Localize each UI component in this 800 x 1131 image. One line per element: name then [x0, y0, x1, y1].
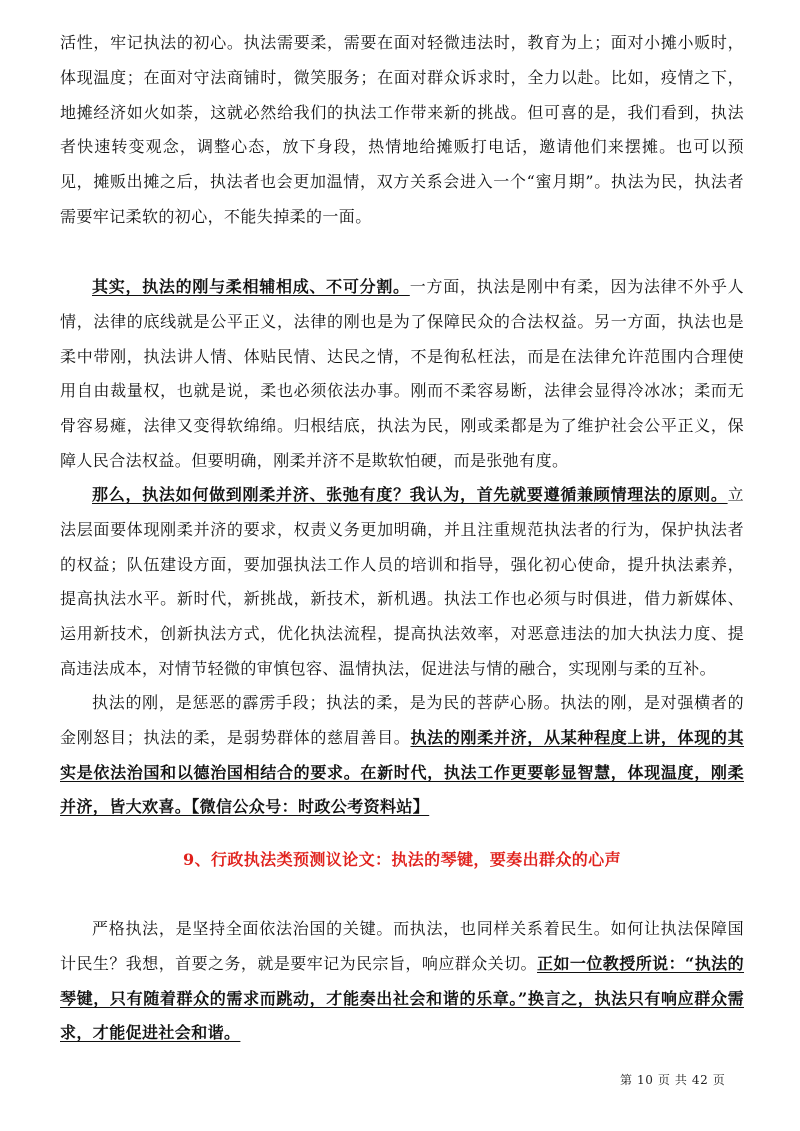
page-number-footer: 第 10 页 共 42 页	[620, 1073, 726, 1087]
paragraph-text: 立法层面要体现刚柔并济的要求，权责义务更加明确，并且注重规范执法者的行为，保护执法者的权益；队伍建设方面，要加强执法工作人员的培训和指导，强化初心使命，提升执法素养，提高执法水平。新时代，新挑战，新技术，新机遇。执法工作也必须与时俱进，借力新媒体、运用新技术，创新执法方式，优化执法流程，提高执法效率，对恶意违法的加大执法力度、提高违法成本，对情节轻微的审慎包容、温情执法，促进法与情的融合，实现刚与柔的互补。	[60, 485, 744, 678]
paragraph-hard-soft-complement	[60, 270, 744, 479]
paragraph-strict-enforcement	[60, 912, 744, 1051]
paragraph-flexible-enforcement	[60, 26, 744, 235]
paragraph-conclusion	[60, 686, 744, 825]
paragraph-key-sentence: 执法的刚柔并济，从某种程度上讲，体现的其实是依法治国和以德治国相结合的要求。在新时代，执法工作更要彰显智慧，体现温度，刚柔并济，皆大欢喜。【微信公众号：时政公考资料站】	[60, 727, 744, 817]
paragraph-text: 执法的刚，是惩恶的霹雳手段；执法的柔，是为民的菩萨心肠。执法的刚，是对强横者的金刚怒目；执法的柔，是弱势群体的慈眉善目。	[60, 693, 744, 747]
paragraph-key-sentence: 正如一位教授所说：“执法的琴键，只有随着群众的需求而跳动，才能奏出社会和谐的乐章。”换言之，执法只有响应群众需求，才能促进社会和谐。	[60, 953, 745, 1043]
section-heading: 9、行政执法类预测议论文：执法的琴键，要奏出群众的心声	[183, 850, 621, 869]
paragraph-key-sentence: 其实，执法的刚与柔相辅相成、不可分割。	[92, 277, 410, 296]
paragraph-key-sentence: 那么，执法如何做到刚柔并济、张弛有度？我认为，首先就要遵循兼顾情理法的原则。	[92, 485, 728, 504]
paragraph-text: 一方面，执法是刚中有柔，因为法律不外乎人情，法律的底线就是公平正义，法律的刚也是为了保障民众的合法权益。另一方面，执法也是柔中带刚，执法讲人情、体贴民情、达民之情，不是徇私枉法，而是在法律允许范围内合理使用自由裁量权，也就是说，柔也必须依法办事。刚而不柔容易断，法律会显得冷冰冰；柔而无骨容易瘫，法律又变得软绵绵。归根结底，执法为民，刚或柔都是为了维护社会公平正义，保障人民合法权益。但要明确，刚柔并济不是欺软怕硬，而是张弛有度。	[60, 277, 744, 470]
paragraph-text: 严格执法，是坚持全面依法治国的关键。而执法，也同样关系着民生。如何让执法保障国计民生？我想，首要之务，就是要牢记为民宗旨，响应群众关切。	[60, 919, 744, 973]
paragraph-text: 活性，牢记执法的初心。执法需要柔，需要在面对轻微违法时，教育为上；面对小摊小贩时，体现温度；在面对守法商铺时，微笑服务；在面对群众诉求时，全力以赴。比如，疫情之下，地摊经济如火如荼，这就必然给我们的执法工作带来新的挑战。但可喜的是，我们看到，执法者快速转变观念，调整心态，放下身段，热情地给摊贩打电话，邀请他们来摆摊。也可以预见，摊贩出摊之后，执法者也会更加温情，双方关系会进入一个“蜜月期”。执法为民，执法者需要牢记柔软的初心，不能失掉柔的一面。	[60, 33, 744, 226]
paragraph-how-to-balance	[60, 478, 744, 687]
